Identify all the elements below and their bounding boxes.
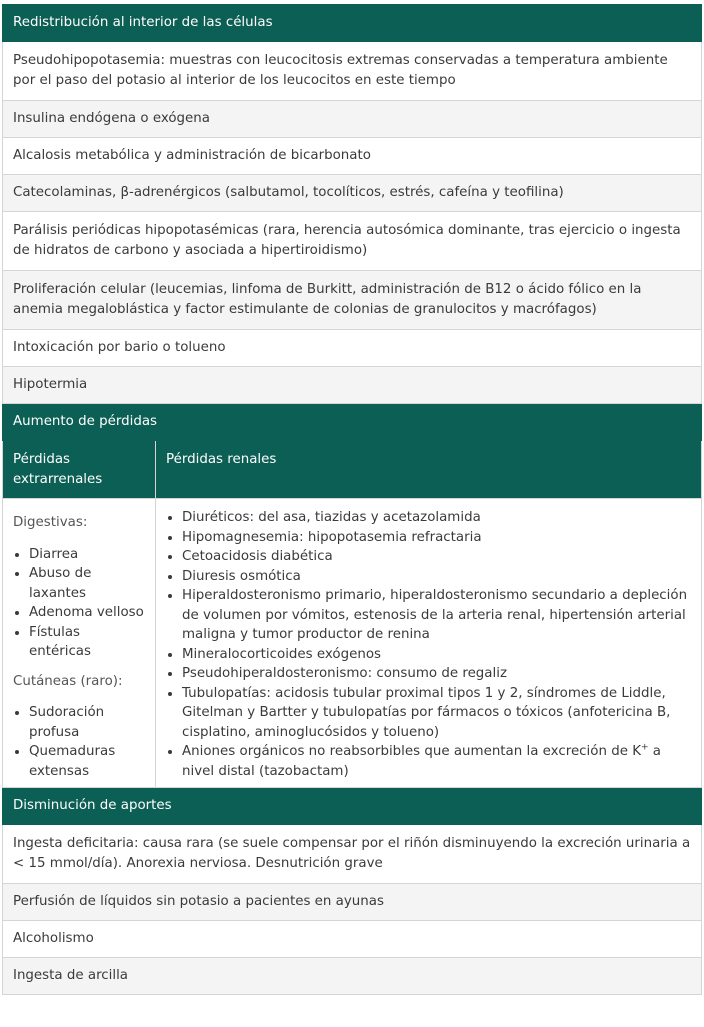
digestive-label: Digestivas: xyxy=(13,515,88,530)
table-row xyxy=(3,330,702,367)
extrarenal-losses-cell xyxy=(3,499,156,788)
column-header-extrarenal: Pérdidas extrarrenales xyxy=(3,441,156,499)
table-row xyxy=(3,42,702,101)
table-row xyxy=(3,367,702,404)
table-row xyxy=(3,212,702,271)
list-item: • Fístulas entéricas xyxy=(29,623,145,662)
table-cell: Parálisis periódicas hipopotasémicas (rara, herencia autosómica dominante, tras ejercicio o ingesta de hidratos de carbono y asociada a hipertiroidismo) xyxy=(3,212,702,271)
table-cell: Alcalosis metabólica y administración de bicarbonato xyxy=(3,138,702,175)
table-row xyxy=(3,175,702,212)
table-row xyxy=(3,138,702,175)
list-item: • Hipomagnesemia: hipopotasemia refractaria xyxy=(182,528,691,548)
table-cell: Pseudohipopotasemia: muestras con leucocitosis extremas conservadas a temperatura ambiente por el paso del potasio al interior de los leucocitos en este tiempo xyxy=(3,42,702,101)
table-cell: Hipotermia xyxy=(3,367,702,404)
list-item xyxy=(182,742,691,781)
section-title-redistribution: Redistribución al interior de las células xyxy=(3,5,702,42)
section-header-row xyxy=(3,404,702,441)
list-item: • Pseudohiperaldosteronismo: consumo de regaliz xyxy=(182,664,691,684)
list-item-text: Aniones orgánicos no reabsorbibles que aumentan la excreción de K xyxy=(182,744,641,759)
potassium-charge-superscript: + xyxy=(640,742,649,753)
hypokalemia-causes-table-container xyxy=(2,4,702,995)
table-cell: Ingesta de arcilla xyxy=(3,958,702,995)
list-item: • Diuresis osmótica xyxy=(182,567,691,587)
table-row xyxy=(3,825,702,884)
column-header-row xyxy=(3,441,702,499)
table-cell: Proliferación celular (leucemias, linfoma de Burkitt, administración de B12 o ácido fólico en la anemia megaloblástica y factor estimulante de colonias de granulocitos y macrófagos) xyxy=(3,271,702,330)
cutaneous-label: Cutáneas (raro): xyxy=(13,673,123,689)
section-header-row xyxy=(3,5,702,42)
list-item-text: a nivel distal (tazobactam) xyxy=(182,744,661,779)
section-header-row xyxy=(3,788,702,825)
hypokalemia-causes-table xyxy=(2,4,702,995)
list-item: • Diuréticos: del asa, tiazidas y acetazolamida xyxy=(182,508,691,528)
losses-detail-row xyxy=(3,499,702,788)
table-row xyxy=(3,271,702,330)
table-cell: Intoxicación por bario o tolueno xyxy=(3,330,702,367)
table-row xyxy=(3,958,702,995)
column-header-renal: Pérdidas renales xyxy=(156,441,702,499)
section-title-intake: Disminución de aportes xyxy=(3,788,702,825)
table-row xyxy=(3,884,702,921)
table-cell: Catecolaminas, β-adrenérgicos (salbutamol, tocolíticos, estrés, cafeína y teofilina) xyxy=(3,175,702,212)
renal-losses-cell xyxy=(156,499,702,788)
list-item: • Mineralocorticoides exógenos xyxy=(182,645,691,665)
list-item: • Tubulopatías: acidosis tubular proximal tipos 1 y 2, síndromes de Liddle, Gitelman y Bartter y tubulopatías por fármacos o tóxicos (anfotericina B, cisplatino, aminoglucósidos y tolueno) xyxy=(182,684,691,743)
list-item: • Abuso de laxantes xyxy=(29,564,145,603)
digestive-list xyxy=(13,545,145,662)
table-row xyxy=(3,101,702,138)
list-item: • Cetoacidosis diabética xyxy=(182,547,691,567)
cutaneous-list xyxy=(13,703,145,781)
section-title-losses: Aumento de pérdidas xyxy=(3,404,702,441)
table-cell: Ingesta deficitaria: causa rara (se suele compensar por el riñón disminuyendo la excreción urinaria a < 15 mmol/día). Anorexia nerviosa. Desnutrición grave xyxy=(3,825,702,884)
list-item: • Hiperaldosteronismo primario, hiperaldosteronismo secundario a depleción de volumen por vómitos, estenosis de la arteria renal, hipertensión arterial maligna y tumor productor de renina xyxy=(182,586,691,645)
table-cell: Insulina endógena o exógena xyxy=(3,101,702,138)
list-item: • Diarrea xyxy=(29,545,145,565)
list-item: • Sudoración profusa xyxy=(29,703,145,742)
table-row xyxy=(3,921,702,958)
list-item: • Adenoma velloso xyxy=(29,603,145,623)
renal-list xyxy=(166,508,691,781)
table-cell: Perfusión de líquidos sin potasio a pacientes en ayunas xyxy=(3,884,702,921)
list-item: • Quemaduras extensas xyxy=(29,742,145,781)
table-cell: Alcoholismo xyxy=(3,921,702,958)
